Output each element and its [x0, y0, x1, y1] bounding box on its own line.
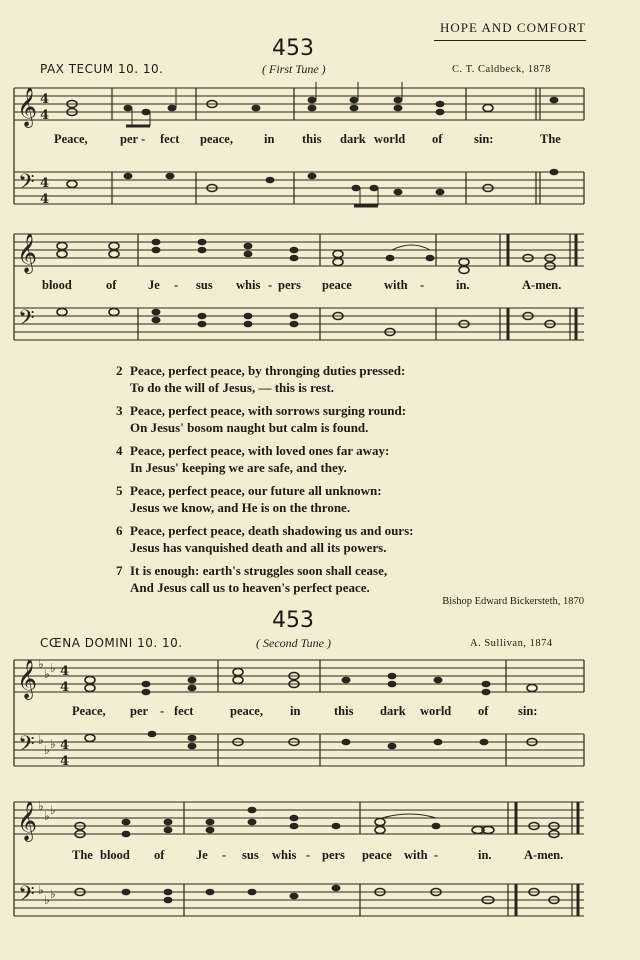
lyric-syllable: of	[478, 704, 489, 718]
tune-name: CŒNA DOMINI 10. 10.	[40, 636, 183, 650]
svg-text:4: 4	[40, 176, 50, 191]
verse-line: It is enough: earth's struggles soon shall cease,	[130, 563, 388, 578]
lyric-syllable: with	[384, 278, 408, 292]
hymn-number: 453	[272, 36, 314, 61]
verse-number: 5	[116, 483, 123, 498]
lyric-syllable: The	[72, 848, 93, 862]
lyric-syllable: Je	[196, 848, 208, 862]
lyric-syllable: Je	[148, 278, 160, 292]
svg-text:♭: ♭	[38, 883, 44, 897]
lyric-syllable: Peace,	[54, 132, 88, 146]
lyric-syllable: A-men.	[522, 278, 562, 292]
hymn-number: 453	[272, 608, 314, 633]
composer: C. T. Caldbeck, 1878	[452, 64, 551, 75]
verse-line: Peace, perfect peace, death shadowing us and ours:	[130, 523, 414, 538]
verse-line: And Jesus call us to heaven's perfect peace.	[130, 580, 370, 595]
svg-text:♭: ♭	[50, 661, 56, 675]
svg-text:𝄢: 𝄢	[18, 306, 35, 336]
section-title: HOPE AND COMFORT	[434, 20, 586, 41]
lyric-syllable: in.	[478, 848, 492, 862]
lyric-syllable: sus	[196, 278, 213, 292]
svg-text:4: 4	[40, 108, 50, 123]
lyric-syllable: -	[160, 704, 165, 718]
svg-text:𝄞: 𝄞	[17, 233, 38, 273]
system2-lyrics	[0, 278, 640, 296]
verse-line: Peace, perfect peace, by thronging duties pressed:	[130, 363, 406, 378]
lyric-syllable: -	[174, 278, 179, 292]
svg-text:4: 4	[60, 664, 70, 679]
verse-number: 7	[116, 563, 123, 578]
verse-line: In Jesus' keeping we are safe, and they.	[130, 460, 347, 475]
svg-text:𝄢: 𝄢	[18, 732, 35, 762]
svg-text:♭: ♭	[50, 737, 56, 751]
verse	[112, 442, 582, 476]
svg-text:♭: ♭	[38, 733, 44, 747]
lyric-syllable: A-men.	[524, 848, 564, 862]
lyric-syllable: in	[264, 132, 275, 146]
lyric-syllable: in	[290, 704, 301, 718]
lyric-syllable: per -	[120, 132, 146, 146]
tune-label: ( First Tune )	[262, 62, 326, 76]
system3-lyrics	[0, 704, 640, 722]
svg-text:𝄞: 𝄞	[17, 659, 38, 699]
verse-number: 6	[116, 523, 123, 538]
lyric-syllable: whis	[272, 848, 297, 862]
verse-number: 4	[116, 443, 123, 458]
verse-line: Jesus has vanquished death and all its powers.	[130, 540, 387, 555]
lyric-syllable: -	[222, 848, 227, 862]
verse-attribution: Bishop Edward Bickersteth, 1870	[442, 596, 584, 607]
tune-label: ( Second Tune )	[256, 636, 331, 650]
system4-lyrics	[0, 848, 640, 866]
svg-text:𝄢: 𝄢	[18, 882, 35, 912]
verse-line: Peace, perfect peace, our future all unknown:	[130, 483, 382, 498]
lyric-syllable: of	[106, 278, 117, 292]
verse-line: On Jesus' bosom naught but calm is found.	[130, 420, 369, 435]
svg-text:♭: ♭	[44, 893, 50, 907]
lyric-syllable: fect	[160, 132, 180, 146]
verse	[112, 362, 582, 396]
svg-text:♭: ♭	[38, 657, 44, 671]
svg-text:4: 4	[60, 754, 70, 769]
lyric-syllable: -	[434, 848, 439, 862]
lyric-syllable: The	[540, 132, 561, 146]
lyric-syllable: sin:	[518, 704, 538, 718]
lyric-syllable: of	[154, 848, 165, 862]
svg-text:♭: ♭	[50, 803, 56, 817]
svg-text:4: 4	[60, 680, 70, 695]
lyric-syllable: peace,	[230, 704, 263, 718]
lyric-syllable: with	[404, 848, 428, 862]
lyric-syllable: peace	[322, 278, 352, 292]
svg-text:4: 4	[40, 92, 50, 107]
svg-text:♭: ♭	[44, 667, 50, 681]
lyric-syllable: per	[130, 704, 149, 718]
lyric-syllable: dark	[380, 704, 406, 718]
svg-text:♭: ♭	[44, 743, 50, 757]
svg-text:♭: ♭	[38, 799, 44, 813]
lyric-syllable: whis	[236, 278, 261, 292]
svg-text:𝄞: 𝄞	[17, 801, 38, 841]
lyric-syllable: -	[306, 848, 311, 862]
verse-number: 3	[116, 403, 123, 418]
verse	[112, 562, 582, 596]
composer: A. Sullivan, 1874	[470, 638, 553, 649]
lyric-syllable: peace,	[200, 132, 233, 146]
verse-number: 2	[116, 363, 123, 378]
svg-text:♭: ♭	[44, 809, 50, 823]
lyric-syllable: sus	[242, 848, 259, 862]
lyric-syllable: sin:	[474, 132, 494, 146]
lyric-syllable: -	[268, 278, 273, 292]
verses-block	[112, 362, 582, 596]
lyric-syllable: in.	[456, 278, 470, 292]
lyric-syllable: Peace,	[72, 704, 106, 718]
svg-text:4: 4	[60, 738, 70, 753]
svg-text:𝄢: 𝄢	[18, 170, 35, 200]
lyric-syllable: fect	[174, 704, 194, 718]
verse	[112, 522, 582, 556]
lyric-syllable: this	[334, 704, 354, 718]
lyric-syllable: dark	[340, 132, 366, 146]
system1-lyrics	[0, 132, 640, 150]
lyric-syllable: -	[420, 278, 425, 292]
verse	[112, 482, 582, 516]
lyric-syllable: world	[374, 132, 406, 146]
verse-line: Peace, perfect peace, with sorrows surging round:	[130, 403, 407, 418]
verse-line: To do the will of Jesus, — this is rest.	[130, 380, 335, 395]
music-system-1	[0, 82, 640, 222]
svg-text:♭: ♭	[50, 887, 56, 901]
verse	[112, 402, 582, 436]
tune-name: PAX TECUM 10. 10.	[40, 62, 164, 76]
lyric-syllable: blood	[100, 848, 130, 862]
lyric-syllable: this	[302, 132, 322, 146]
lyric-syllable: world	[420, 704, 452, 718]
lyric-syllable: pers	[322, 848, 345, 862]
lyric-syllable: of	[432, 132, 443, 146]
verse-line: Peace, perfect peace, with loved ones far away:	[130, 443, 390, 458]
svg-text:4: 4	[40, 192, 50, 207]
lyric-syllable: blood	[42, 278, 72, 292]
verse-line: Jesus we know, and He is on the throne.	[130, 500, 351, 515]
lyric-syllable: peace	[362, 848, 392, 862]
svg-text:𝄞: 𝄞	[17, 87, 38, 127]
lyric-syllable: pers	[278, 278, 301, 292]
